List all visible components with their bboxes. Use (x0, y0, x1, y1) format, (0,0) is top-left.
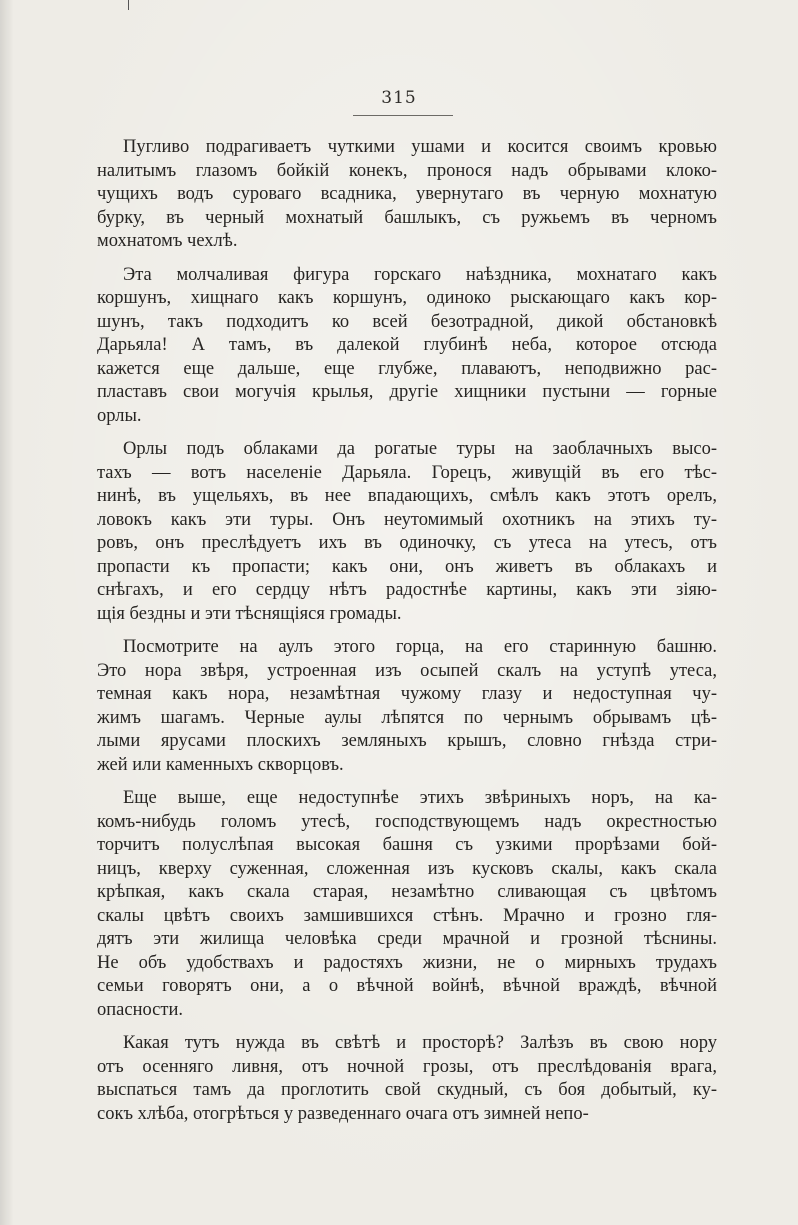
text-line: нинѣ, въ ущельяхъ, въ нее впадающихъ, смѣлъ какъ этотъ орелъ, (97, 486, 717, 506)
paragraph (97, 264, 717, 429)
text-line: чущихъ водъ суроваго всадника, увернутаго въ черную мохнатую (97, 184, 717, 204)
text-line: торчитъ полуслѣпая высокая башня съ узкими прорѣзами бой- (97, 835, 717, 855)
text-line: Пугливо подрагиваетъ чуткими ушами и косится своимъ кровью (123, 137, 717, 157)
paragraph (97, 636, 717, 777)
page-fold-shadow (0, 0, 14, 1225)
text-line: выспаться тамъ да проглотить свой скудный, съ боя добытый, ку- (97, 1080, 717, 1100)
text-line: Орлы подъ облаками да рогатые туры на заоблачныхъ высо- (123, 439, 717, 459)
text-line: скалы цвѣтъ своихъ замшившихся стѣнъ. Мрачно и грозно гля- (97, 905, 717, 926)
text-line: Это нора звѣря, устроенная изъ осыпей скалъ на уступѣ утеса, (97, 660, 717, 681)
text-line: жей или каменныхъ скворцовъ. (97, 754, 344, 775)
paragraph (97, 787, 717, 1022)
corner-mark (128, 0, 129, 10)
text-line: пластавъ свои могучія крылья, другіе хищники пустыни — горные (97, 382, 717, 402)
page-header (0, 88, 798, 108)
text-line: Еще выше, еще недоступнѣе этихъ звѣриныхъ норъ, на ка- (123, 788, 717, 808)
text-line: Дарьяла! А тамъ, въ далекой глубинѣ неба, которое отсюда (97, 335, 717, 355)
text-line: Посмотрите на аулъ этого горца, на его старинную башню. (123, 637, 717, 657)
text-line: отъ осенняго ливня, отъ ночной грозы, отъ преслѣдованія врага, (97, 1056, 717, 1077)
text-line: налитымъ глазомъ бойкій конекъ, пронося надъ обрывами клоко- (97, 160, 717, 181)
text-line: кажется еще дальше, еще глубже, плаваютъ, неподвижно рас- (97, 358, 717, 379)
text-line: снѣгахъ, и его сердцу нѣтъ радостнѣе картины, какъ эти зіяю- (97, 580, 717, 600)
text-line: лыми ярусами плоскихъ земляныхъ крышъ, словно гнѣзда стри- (97, 731, 717, 751)
text-line: мохнатомъ чехлѣ. (97, 231, 238, 251)
text-line: пропасти къ пропасти; какъ они, онъ живетъ въ облакахъ и (97, 556, 717, 577)
text-line: комъ-нибудь голомъ утесѣ, господствующемъ надъ окрестностью (97, 811, 717, 832)
text-line: бурку, въ черный мохнатый башлыкъ, съ ружьемъ въ черномъ (97, 207, 717, 228)
paragraph (97, 136, 717, 254)
text-line: Какая тутъ нужда въ свѣтѣ и просторѣ? Залѣзъ въ свою нору (123, 1033, 717, 1053)
text-line: опасности. (97, 999, 184, 1020)
page-number-rule (353, 115, 453, 116)
text-line: дятъ эти жилища человѣка среди мрачной и грозной тѣснины. (97, 929, 717, 949)
paragraph (97, 438, 717, 626)
text-line: шунъ, такъ подходитъ ко всей безотрадной, дикой обстановкѣ (97, 311, 717, 332)
text-line: щія бездны и эти тѣснящіяся громады. (97, 603, 402, 624)
text-line: темная какъ нора, незамѣтная чужому глазу и недоступная чу- (97, 684, 717, 704)
page-number: 315 (381, 88, 417, 108)
text-line: ницъ, кверху суженная, сложенная изъ кусковъ скалы, какъ скала (97, 858, 717, 879)
paragraph (97, 1032, 717, 1126)
text-line: сокъ хлѣба, отогрѣться у разведеннаго очага отъ зимней непо- (97, 1103, 589, 1124)
body-text (97, 136, 717, 1136)
text-line: Эта молчаливая фигура горскаго наѣздника, мохнатаго какъ (123, 264, 717, 285)
text-line: ловокъ какъ эти туры. Онъ неутомимый охотникъ на этихъ ту- (97, 509, 717, 530)
text-line: семьи говорятъ они, а о вѣчной войнѣ, вѣчной враждѣ, вѣчной (97, 976, 717, 996)
text-line: коршунъ, хищнаго какъ коршунъ, одиноко рыскающаго какъ кор- (97, 288, 717, 308)
text-line: Не объ удобствахъ и радостяхъ жизни, не о мирныхъ трудахъ (97, 952, 717, 973)
text-line: тахъ — вотъ населеніе Дарьяла. Горецъ, живущій въ его тѣс- (97, 462, 717, 483)
text-line: жимъ шагамъ. Черные аулы лѣпятся по чернымъ обрывамъ цѣ- (97, 707, 717, 728)
text-line: ровъ, онъ преслѣдуетъ ихъ въ одиночку, съ утеса на утесъ, отъ (97, 533, 717, 553)
text-line: орлы. (97, 405, 142, 426)
text-line: крѣпкая, какъ скала старая, незамѣтно сливающая съ цвѣтомъ (97, 882, 717, 902)
